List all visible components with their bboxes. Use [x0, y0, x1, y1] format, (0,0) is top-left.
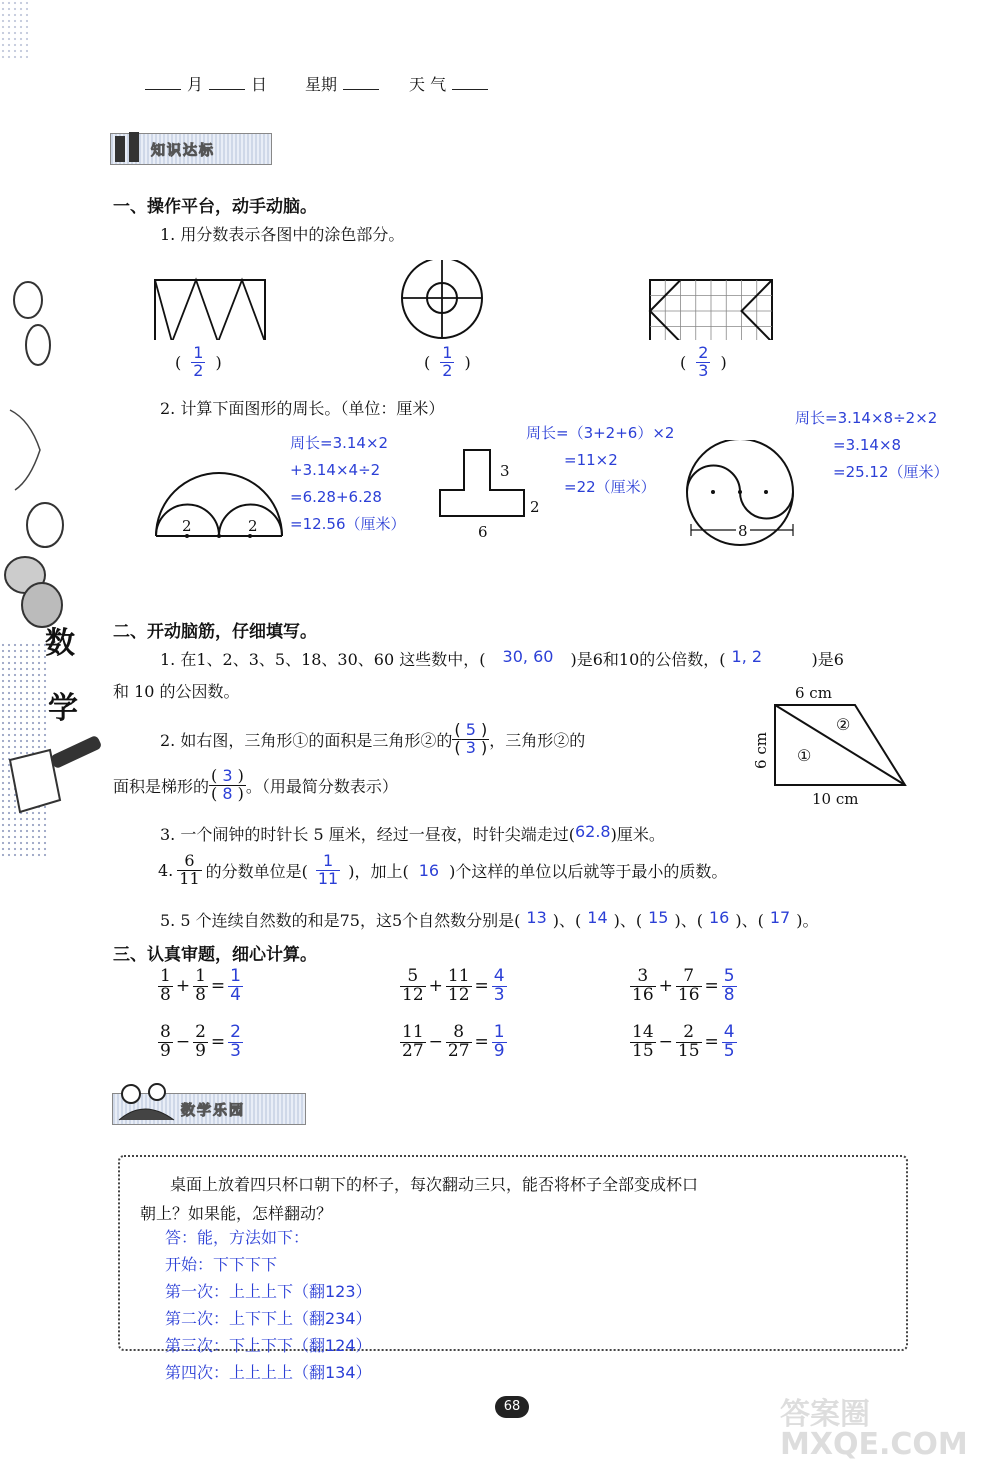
calc2-line: =22（厘米） [564, 478, 656, 496]
s2-q2-text: ，三角形②的 [489, 730, 586, 750]
fraction-num: 4 [493, 966, 505, 986]
calc1-line: =12.56（厘米） [290, 515, 406, 533]
fraction-den: 9 [195, 1040, 206, 1061]
calc3-block [795, 405, 949, 486]
equation: $\frac{1}{8}$ + $\frac{1}{8}$ = $\frac{1}{4}$ [160, 966, 241, 1005]
fraction-num: 5 [407, 966, 419, 986]
s2-q3-text: )厘米。 [610, 825, 665, 844]
s2-q4-text: )，加上( [348, 861, 409, 881]
label-3: 3 [500, 462, 510, 480]
equation: $\frac{8}{9}$ − $\frac{2}{9}$ = $\frac{2}{3}$ [160, 1022, 241, 1061]
answer-fig1: ( $\frac{1}{2}$ ) [175, 343, 222, 380]
q5-ans: 15 [648, 908, 669, 927]
q5-ans: 14 [587, 908, 608, 927]
book-icon [111, 130, 151, 166]
equation: $\frac{14}{15}$ − $\frac{2}{15}$ = $\frac{4}{5}$ [632, 1022, 735, 1061]
ans1-den: 2 [193, 360, 204, 380]
banner-knowledge [110, 133, 272, 165]
calc1-line: =6.28+6.28 [290, 488, 382, 506]
watermark: 答案圈 MXQE.COM [780, 1397, 968, 1462]
puzzle-answer-line: 第二次：上下下上（翻234） [165, 1309, 372, 1328]
triangle-2-label: ② [836, 715, 851, 734]
fraction-num: 2 [683, 1022, 695, 1042]
fraction-num: 14 [632, 1022, 654, 1042]
ans2-num: 1 [442, 343, 453, 362]
ans2-den: 2 [442, 360, 453, 380]
fraction-den: 16 [677, 984, 700, 1005]
puzzle-answer [165, 1224, 372, 1386]
fraction-den: 4 [230, 984, 241, 1005]
equation: $\frac{5}{12}$ + $\frac{11}{12}$ = $\frac{4}{3}$ [402, 966, 505, 1005]
fraction-num: 8 [160, 1022, 171, 1042]
s2-q1 [160, 647, 844, 670]
fraction-den: 27 [402, 1040, 424, 1061]
answer-fig3: ( $\frac{2}{3}$ ) [680, 343, 727, 380]
s2-q1-answer2: 1, 2 [731, 647, 763, 666]
trap-bottom-label: 10 cm [812, 790, 859, 808]
fraction-den: 5 [723, 1040, 735, 1061]
fraction-num: 1 [493, 1022, 505, 1042]
calc3-line: 周长=3.14×8÷2×2 [795, 409, 938, 427]
answer-fig2: ( $\frac{1}{2}$ ) [424, 343, 471, 380]
fraction-num: 2 [230, 1022, 241, 1042]
weekday-label: 星期 [305, 75, 338, 94]
s1-q1: 1. 用分数表示各图中的涂色部分。 [160, 225, 405, 244]
s2-q1-text: )是6和10的公倍数，( [570, 650, 726, 669]
fraction-num: 1 [195, 966, 206, 986]
label-2b: 2 [248, 517, 258, 535]
operator: + [428, 976, 443, 997]
fraction-den: 27 [447, 1040, 470, 1061]
puzzle-question-2: 朝上？如果能，怎样翻动？ [140, 1204, 333, 1223]
fraction-den: 9 [160, 1040, 171, 1061]
fraction-num: 1 [160, 966, 171, 986]
s2-q2-text: 。（用最简分数表示） [245, 776, 398, 796]
s2-q4 [158, 853, 727, 888]
fraction-den: 9 [493, 1040, 505, 1061]
trap-top-label: 6 cm [795, 684, 832, 702]
section1-title: 一、操作平台，动手动脑。 [113, 197, 317, 217]
fraction-den: 16 [632, 984, 654, 1005]
banner-math-fun [112, 1093, 306, 1125]
s2-q2-text: 面积是梯形的 [113, 776, 210, 796]
fraction-num: 8 [453, 1022, 465, 1042]
side-decoration [0, 0, 105, 1456]
date-header [145, 72, 488, 95]
q2-frac2-num: 3 [222, 766, 233, 785]
q2-frac1-den: 3 [465, 737, 476, 757]
q4-ans-num: 1 [322, 851, 334, 870]
calc3-line: =3.14×8 [833, 436, 902, 454]
s2-q4-num: 4. [158, 860, 174, 880]
ans3-den: 3 [698, 360, 709, 380]
puzzle-answer-line: 答：能，方法如下： [165, 1228, 310, 1247]
puzzle-answer-line: 第三次：下上下下（翻124） [165, 1336, 372, 1355]
section2-title: 二、开动脑筋，仔细填写。 [113, 622, 317, 642]
s2-q2-cont: 面积是梯形的 $\frac{( 3 )}{( 8 )}$ 。（用最简分数表示） [113, 766, 398, 803]
q5-ans: 13 [526, 908, 547, 927]
page-number: 68 [495, 1396, 529, 1418]
shapes-figures [150, 260, 790, 340]
s2-q1-text: 1. 在1、2、3、5、18、30、60 这些数中，( [160, 650, 486, 669]
q5-ans: 17 [769, 908, 791, 927]
operator: + [175, 976, 191, 997]
s2-q1-cont: 和 10 的公因数。 [113, 682, 240, 701]
s2-q3-text: 3. 一个闹钟的时针长 5 厘米，经过一昼夜，时针尖端走过( [160, 825, 575, 844]
banner-math-fun-text: 数学乐园 [181, 1103, 245, 1119]
puzzle-question-1: 桌面上放着四只杯口朝下的杯子，每次翻动三只，能否将杯子全部变成杯口 [170, 1175, 699, 1194]
fraction-num: 2 [195, 1022, 206, 1042]
q2-frac1-num: 5 [465, 720, 476, 739]
s2-q5-text: 5. 5 个连续自然数的和是75，这5个自然数分别是( [160, 911, 521, 930]
kids-cartoon-icon [113, 1080, 183, 1126]
label-2: 2 [530, 498, 540, 516]
calc2-line: =11×2 [564, 451, 618, 469]
fraction-num: 4 [723, 1022, 735, 1042]
s2-q1-text: )是6 [811, 650, 844, 669]
operator: − [428, 1032, 443, 1053]
fraction-den: 12 [402, 984, 424, 1005]
operator: + [658, 976, 673, 997]
calc3-line: =25.12（厘米） [833, 463, 949, 481]
month-label: 月 [187, 75, 204, 94]
label-8: 8 [738, 522, 748, 540]
q4-frac-num: 6 [184, 851, 195, 870]
calc2-line: 周长=（3+2+6）×2 [526, 424, 675, 442]
puzzle-answer-line: 第四次：上上上上（翻134） [165, 1363, 372, 1382]
fraction-num: 11 [402, 1022, 424, 1042]
trap-left-label: 6 cm [752, 732, 770, 769]
side-illustration-icon [0, 0, 105, 1456]
fraction-den: 15 [632, 1040, 654, 1061]
triangle-1-label: ① [797, 746, 812, 765]
banner-knowledge-text: 知识达标 [151, 143, 215, 159]
q4-ans2: 16 [418, 860, 440, 880]
calc1-line: +3.14×4÷2 [290, 461, 381, 479]
s2-q3-answer: 62.8 [574, 822, 611, 841]
s2-q5: 5. 5 个连续自然数的和是75，这5个自然数分别是( 13 )、( 14 )、( 15 )、( 16 )、( 17 )。 [160, 908, 819, 930]
fraction-num: 7 [683, 966, 695, 986]
q4-ans-den: 11 [317, 868, 339, 888]
operator: − [658, 1032, 673, 1053]
subject-char-1: 数 [45, 626, 75, 661]
fraction-den: 3 [230, 1040, 241, 1061]
ans1-num: 1 [193, 343, 204, 362]
s2-q4-text: )个这样的单位以后就等于最小的质数。 [449, 861, 728, 881]
subject-char-2: 学 [48, 691, 78, 726]
puzzle-answer-line: 开始：下下下下 [165, 1255, 278, 1274]
q2-frac2-den: 8 [222, 783, 233, 803]
label-6: 6 [478, 523, 488, 541]
equation: $\frac{3}{16}$ + $\frac{7}{16}$ = $\frac{5}{8}$ [632, 966, 735, 1005]
day-label: 日 [251, 75, 268, 94]
fraction-den: 3 [493, 984, 505, 1005]
s1-q2: 2. 计算下面图形的周长。（单位：厘米） [160, 399, 445, 418]
s2-q3 [160, 822, 665, 845]
fraction-den: 8 [723, 984, 735, 1005]
fraction-den: 8 [160, 984, 171, 1005]
puzzle-answer-line: 第一次：上上上下（翻123） [165, 1282, 372, 1301]
s2-q1-answer1: 30, 60 [502, 647, 554, 666]
equation: $\frac{11}{27}$ − $\frac{8}{27}$ = $\frac{1}{9}$ [402, 1022, 505, 1061]
fraction-num: 5 [723, 966, 735, 986]
s2-q4-text: 的分数单位是( [205, 861, 308, 881]
fraction-den: 12 [447, 984, 470, 1005]
section3-title: 三、认真审题，细心计算。 [113, 945, 317, 965]
fraction-den: 15 [677, 1040, 700, 1061]
fraction-num: 11 [447, 966, 470, 986]
operator: − [175, 1032, 191, 1053]
q4-frac-den: 11 [179, 868, 200, 888]
s2-q2: 2. 如右图，三角形①的面积是三角形②的 $\frac{( 5 )}{( 3 )}$ ，三角形②的 [160, 720, 586, 757]
calc1-line: 周长=3.14×2 [290, 434, 389, 452]
label-2a: 2 [182, 517, 192, 535]
s2-q2-text: 2. 如右图，三角形①的面积是三角形②的 [160, 730, 453, 750]
weather-label: 天 气 [409, 75, 447, 94]
fraction-num: 1 [230, 966, 241, 986]
q5-ans: 16 [708, 908, 730, 927]
trapezoid-figure [770, 700, 920, 792]
ans3-num: 2 [698, 343, 709, 362]
fraction-num: 3 [637, 966, 649, 986]
fraction-den: 8 [195, 984, 206, 1005]
